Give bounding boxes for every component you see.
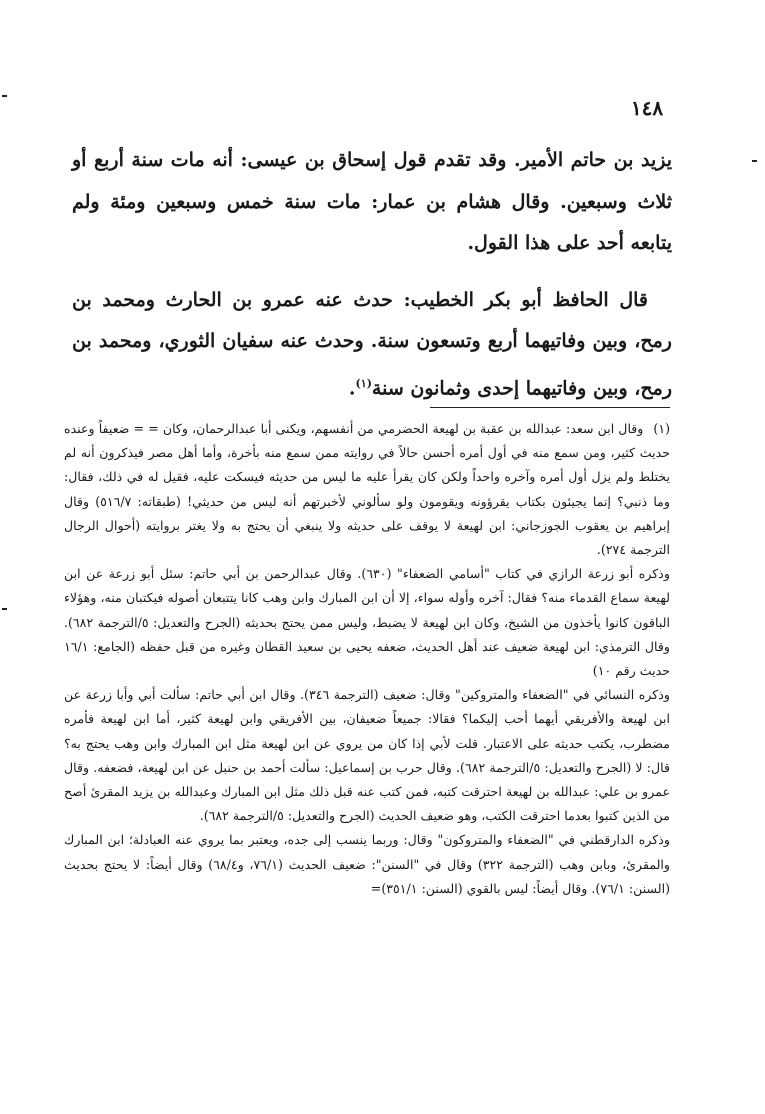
scan-margin-mark [2, 95, 7, 97]
footnote-separator [430, 407, 670, 408]
scan-margin-mark [752, 160, 757, 162]
main-paragraph-2-text: قال الحافظ أبو بكر الخطيب: حدث عنه عمرو بن الحارث ومحمد بن رمح، وبين وفاتيهما أربع وتسعون سنة. وحدث عنه سفيان الثوري، ومحمد بن رمح، وبين وفاتيهما إحدى وثمانون سنة [72, 288, 672, 399]
footnote-paragraph-1 [64, 417, 670, 562]
main-paragraph-2 [72, 280, 672, 410]
page-number: ١٤٨ [630, 96, 664, 120]
footnotes [64, 417, 670, 901]
footnote-number: (١) [653, 421, 670, 436]
footnote-paragraph-2: وذكره أبو زرعة الرازي في كتاب "أسامي الضعفاء" (٦٣٠). وقال عبدالرحمن بن أبي حاتم: سئل أبو زرعة عن ابن لهيعة سماع القدماء منه؟ فقال: آخره وأوله سواء، إلا أن ابن المبارك وابن وهب كانا يتتبعان أصوله فيكتبان منه، وهؤلاء الباقون كانوا يأخذون من الشيخ، وكان ابن لهيعة لا يضبط، وليس ممن يحتج بحديثه (الجرح والتعديل: ٥/الترجمة ٦٨٢). وقال الترمذي: ابن لهيعة ضعيف عند أهل الحديث، ضعفه يحيى بن سعيد القطان وغيره من قبل حفظه (الجامع: ١٦/١ حديث رقم ١٠) [64, 566, 670, 679]
main-text [72, 140, 672, 409]
main-paragraph-2-end: . [348, 376, 356, 399]
footnote-paragraph-1-text: وقال ابن سعد: عبدالله بن عقبة بن لهيعة الحضرمي من أنفسهم، ويكنى أبا عبدالرحمان، وكان = = ضعيفاً وعنده حديث كثير، ومن سمع منه في أول أمره أحسن حالاً في روايته ممن سمع منه بأخرة، وأما أهل مصر فيذكرون أنه لم يختلط ولم يزل أول أمره وآخره واحداً ولكن كان يقرأ عليه ما ليس من حديثه فيسكت عليه، فقيل له في ذلك، فقال: وما ذنبي؟ إنما يجيئون بكتاب يقرؤونه ويقومون ولو سألوني لأخبرتهم أنه ليس من حديثي! (طبقاته: ٥١٦/٧) وقال إبراهيم بن يعقوب الجوزجاني: ابن لهيعة لا يوقف على حديثه ولا ينبغي أن يحتج به ولا يغتر بروايته (أحوال الرجال الترجمة ٢٧٤). [64, 421, 670, 558]
footnote-paragraph-3: وذكره النسائي في "الضعفاء والمتروكين" وقال: ضعيف (الترجمة ٣٤٦). وقال ابن أبي حاتم: سألت أبي وأبا زرعة عن ابن لهيعة والأفريقي أيهما أحب إليكما؟ فقالا: جميعاً ضعيفان، بين الأفريقي وابن لهيعة كثير، أما ابن لهيعة فأمره مضطرب، يكتب حديثه على الاعتبار. قلت لأبي إذا كان من يروي عن ابن لهيعة مثل ابن المبارك وابن وهب يحتج به؟ قال: لا (الجرح والتعديل: ٥/الترجمة ٦٨٢). وقال حرب بن إسماعيل: سألت أحمد بن حنبل عن ابن لهيعة، فضعفه. وقال عمرو بن علي: عبدالله بن لهيعة احترقت كتبه، فمن كتب عنه قبل ذلك مثل ابن المبارك وعبدالله بن يزيد المقرئ أصح من الذين كتبوا بعدما احترقت الكتب، وهو ضعيف الحديث (الجرح والتعديل: ٥/الترجمة ٦٨٢). [64, 687, 670, 824]
footnote-reference[interactable]: (١) [355, 376, 372, 390]
main-paragraph-1: يزيد بن حاتم الأمير. وقد تقدم قول إسحاق بن عيسى: أنه مات سنة أربع أو ثلاث وسبعين. وقال هشام بن عمار: مات سنة خمس وسبعين ومئة ولم يتابعه أحد على هذا القول. [72, 149, 672, 254]
scan-margin-mark [2, 608, 7, 610]
footnote-paragraph-4: وذكره الدارقطني في "الضعفاء والمتروكون" وقال: وربما ينسب إلى جده، ويعتبر بما يروي عنه العبادلة؛ ابن المبارك والمقرئ، وبابن وهب (الترجمة ٣٢٢) وقال في "السنن": ضعيف الحديث (٧٦/١، و٦٨/٤) وقال أيضاً: لا يحتج بحديث (السنن: ٧٦/١). وقال أيضاً: ليس بالقوي (السنن: ٣٥١/١)= [64, 832, 671, 896]
